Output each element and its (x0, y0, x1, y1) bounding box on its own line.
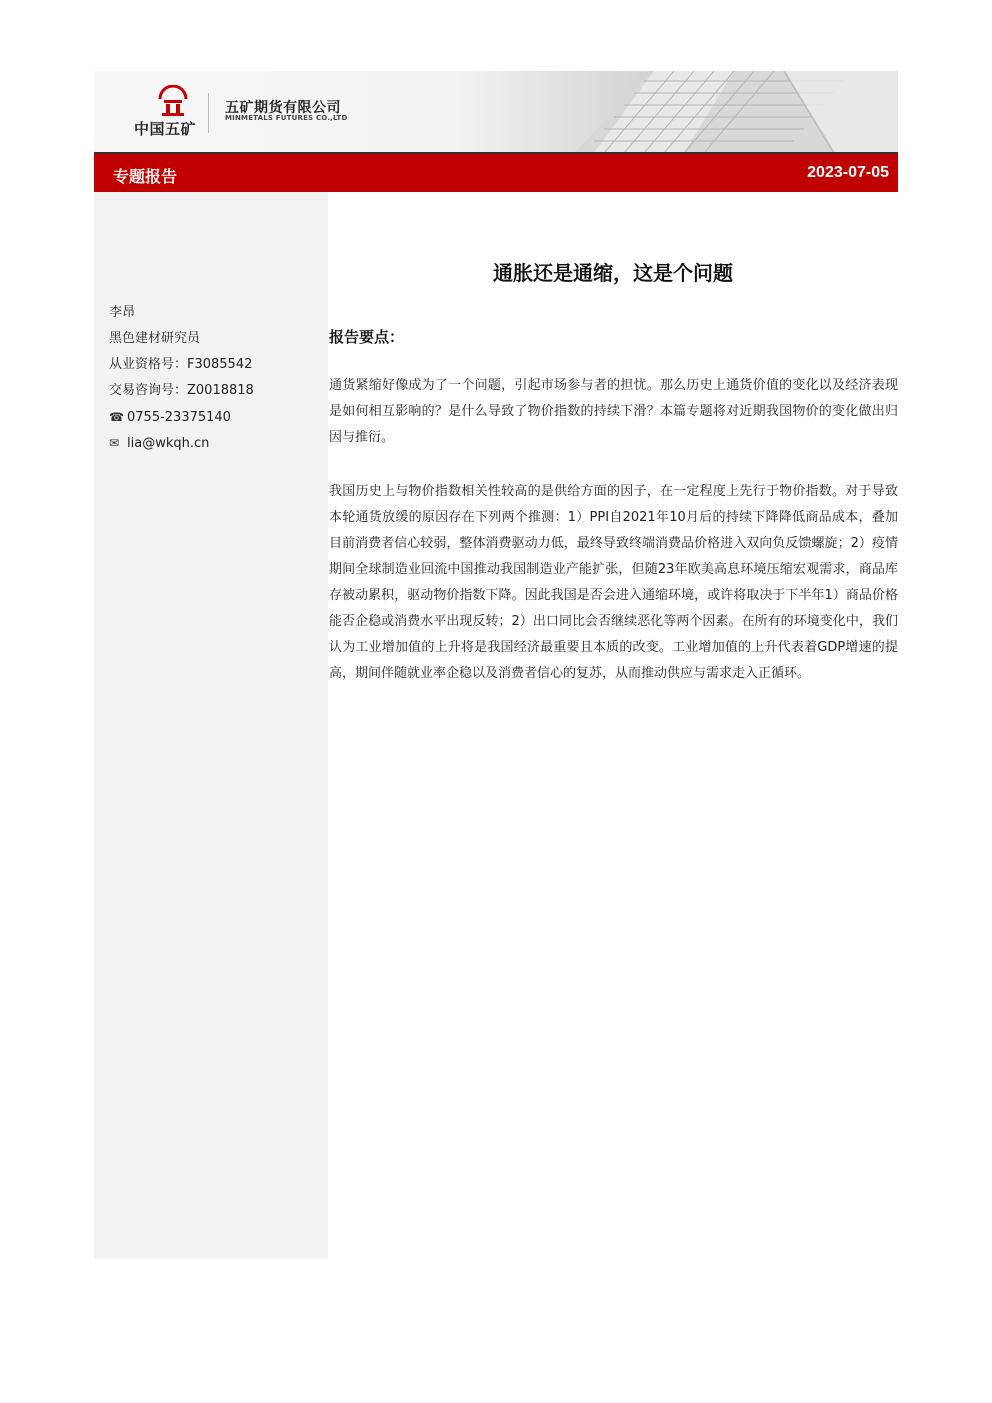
building-background-image (534, 71, 898, 153)
report-header (94, 71, 898, 153)
key-points-heading: 报告要点： (329, 328, 405, 346)
email-icon: ✉ (109, 436, 120, 450)
minmetals-logo-icon (156, 85, 190, 117)
author-email[interactable]: lia@wkqh.cn (127, 436, 210, 451)
company-name-en: MINMETALS FUTURES CO.,LTD (225, 114, 348, 122)
report-type: 专题报告 (113, 167, 178, 186)
paragraph: 通货紧缩好像成为了一个问题，引起市场参与者的担忧。那么历史上通货价值的变化以及经济表现是如何相互影响的？是什么导致了物价指数的持续下滑？本篇专题将对近期我国物价的变化做出归因与推衍。 (329, 378, 898, 445)
paragraph: 我国历史上与物价指数相关性较高的是供给方面的因子，在一定程度上先行于物价指数。对于导致本轮通货放缓的原因存在下列两个推测：1）PPI自2021年10月后的持续下降降低商品成本，叠加目前消费者信心较弱，整体消费驱动力低，最终导致终端消费品价格进入双向负反馈螺旋；2）疫情期间全球制造业回流中国推动我国制造业产能扩张，但随23年欧美高息环境压缩宏观需求，商品库存被动累积，驱动物价指数下降。因此我国是否会进入通缩环境，或许将取决于下半年1）商品价格能否企稳或消费水平出现反转；2）出口同比会否继续恶化等两个因素。在所有的环境变化中，我们认为工业增加值的上升将是我国经济最重要且本质的改变。工业增加值的上升代表着GDP增速的提高，期间伴随就业率企稳以及消费者信心的复苏，从而推动供应与需求走入正循环。 (329, 484, 898, 681)
report-banner (94, 154, 898, 192)
company-name-cn: 五矿期货有限公司 (225, 100, 341, 116)
logo-divider (208, 93, 209, 133)
author-info (109, 300, 254, 456)
author-phone: 0755-23375140 (127, 410, 231, 425)
logo-text: 中国五矿 (134, 120, 197, 138)
author-phone-row (109, 404, 254, 430)
author-name: 李昂 (109, 305, 136, 320)
author-sidebar (94, 192, 328, 1259)
report-title: 通胀还是通缩，这是个问题 (493, 261, 733, 285)
author-role: 黑色建材研究员 (109, 331, 201, 346)
phone-icon: ☎ (109, 410, 124, 424)
author-qualification: 从业资格号：F3085542 (109, 357, 253, 372)
report-date: 2023-07-05 (807, 164, 889, 181)
author-email-row[interactable] (109, 430, 254, 456)
author-consult-number: 交易咨询号：Z0018818 (109, 383, 254, 398)
